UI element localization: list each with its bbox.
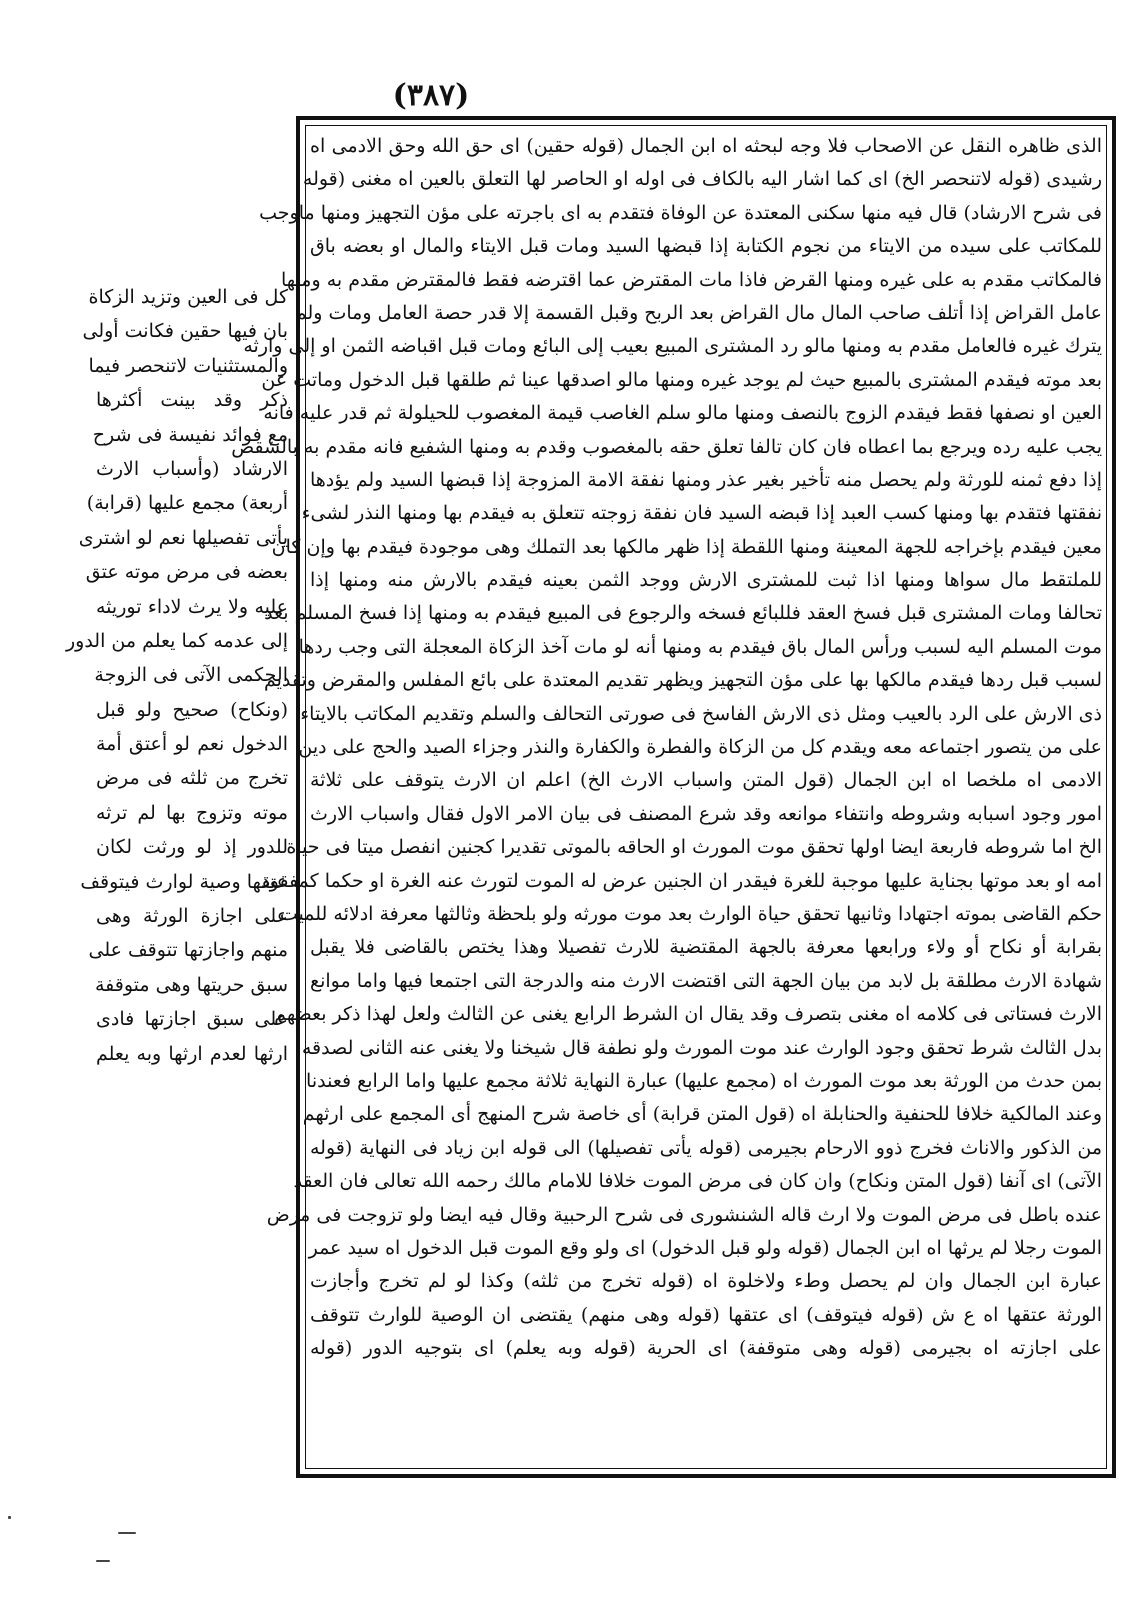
main-text-line: الورثة عتقها اه ع ش (قوله فيتوقف) اى عتقها (قوله وهى منهم) يقتضى ان الوصية للوارث تتوقف [310,1303,1102,1326]
main-text-line: الآتى) اى آنفا (قول المتن ونكاح) وان كان فى مرض الموت خلافا للامام مالك رحمه الله تعالى فان العقد [293,1170,1102,1193]
scan-artifact [96,1560,110,1562]
main-text-line: موت المسلم اليه لسبب ورأس المال باق فيقدم به ومنها أنه لو مات آخذ الزكاة المعجلة التى وجب ردها [298,635,1102,658]
main-text-line: شهادة الارث مطلقة بل لابد من بيان الجهة التى اقتضت الارث منه والدرجة التى اجتمعا فيها واما موانع [310,969,1102,992]
main-text-line: الارث فستاتى فى كلامه اه مغنى بتصرف وقد يقال ان الشرط الرابع يغنى عن الثالث ولعل لهذا ذكر بعضهم [274,1003,1102,1026]
margin-text-line: بعضه فى مرض موته عتق [85,561,288,584]
main-text-line: لسبب قبل ردها فيقدم مالكها بها على مؤن التجهيز ويظهر تقديم المعتدة على بائع المفلس والمقرض وتقديم [263,669,1102,692]
margin-text-line: على سبق اجازتها فادى [96,1008,288,1031]
margin-text-line: بان فيها حقين فكانت أولى [82,320,288,343]
main-text-line: الخ اما شروطه فاربعة ايضا اولها تحقق موت المورث او الحاقه بالموتى تقديرا كجنين انفصل ميتا فى حياة [286,836,1102,859]
margin-text-line: عتقها وصية لوارث فيتوقف [80,870,288,893]
main-text-line: حكم القاضى بموته اجتهادا وثانيها تحقق حياة الوارث بعد موت مورثه ولو بلحظة وثالثها معرفة ادلائه للميت [279,902,1102,925]
main-text-line: امه او بعد موتها بجناية عليها موجبة للغرة فيقدر ان الجنين عرض له الموت لتورث عنه الغرة او حكما كمفقود [261,869,1102,892]
margin-text-line: مع فوائد نفيسة فى شرح [92,423,288,446]
main-commentary-text [231,130,1102,1470]
main-text-line: بمن حدث من الورثة بعد موت المورث اه (مجمع عليها) عبارة النهاية ثلاثة مجمع عليها واما الرابع فعندنا [306,1069,1102,1092]
margin-text-line: موته وتزوج بها لم ترثه [96,801,288,824]
margin-text-line: تخرج من ثلثه فى مرض [96,767,288,790]
margin-text-line: الدخول نعم لو أعتق أمة [96,733,288,756]
margin-text-line: على اجازة الورثة وهى [96,905,288,928]
main-text-line: عنده باطل فى مرض الموت ولا ارث قاله الشنشورى فى شرح الرحبية وقال فيه ايضا ولو تزوجت فى مرض [266,1203,1102,1226]
margin-text-line: منهم واجازتها تتوقف على [88,939,288,962]
main-text-line: إذا دفع ثمنه للورثة ولم يحصل منه تأخير بغير عذر ومنها نفقة الامة المزوجة إذا قبضها السيد ولم يؤدها [310,468,1102,491]
margin-base-text [65,280,288,1065]
main-text-line: الذى ظاهره النقل عن الاصحاب فلا وجه لبحثه اه ابن الجمال (قوله حقين) اى حق الله وحق الادمى اه [310,135,1102,157]
main-text-line: الادمى اه ملخصا اه ابن الجمال (قول المتن واسباب الارث الخ) اعلم ان الارث يتوقف على ثلاثة [310,769,1102,792]
main-text-line: الموت رجلا لم يرثها اه ابن الجمال (قوله ولو قبل الدخول) اى ولو وقع الموت قبل الدخول اه سيد عمر [308,1236,1102,1259]
margin-text-line: كل فى العين وتزيد الزكاة [88,286,288,308]
margin-text-line: ذكر وقد بينت أكثرها [96,389,288,412]
scan-artifact [8,1516,11,1519]
main-text-line: على من يتصور اجتماعه معه ويقدم كل من الزكاة والفطرة والكفارة والنذر وجزاء الصيد والحج على دين [298,736,1102,759]
margin-text-line: أربعة) مجمع عليها (قرابة) [86,492,288,515]
main-text-line: بدل الثالث شرط تحقق وجود الوارث عند موت المورث ولو نطفة قال شيخنا ولا يغنى عنه الثانى لصدقه [301,1036,1102,1059]
main-text-line: للمكاتب على سيده من الايتاء من نجوم الكتابة إذا قبضها السيد ومات قبل الايتاء والمال او بعضه باق [310,235,1102,258]
main-text-line: ذى الارش على الرد بالعيب ومثل ذى الارش الفاسخ فى صورتى التحالف والسلم وتقديم المكاتب بالايتاء [300,702,1102,725]
margin-text-line: (ونكاح) صحيح ولو قبل [96,698,288,721]
main-text-line: فالمكاتب مقدم به على غيره ومنها القرض فاذا مات المقترض عما اقترضه فقط فالمقترض مقدم به ومنها [281,268,1102,291]
margin-text-line: إلى عدمه كما يعلم من الدور [65,629,288,652]
main-text-line: العين او نصفها فقط فيقدم الزوج بالنصف ومنها مالو سلم الغاصب قيمة المغصوب للحيلولة ثم قدر عليه فانه [263,402,1102,425]
main-text-line: رشيدى (قوله لاتنحصر الخ) اى كما اشار اليه بالكاف فى اوله او الحاصر لها التعلق بالعين اه مغنى (قوله [302,168,1102,191]
main-text-line: وعند المالكية خلافا للحنفية والحنابلة اه (قول المتن قرابة) أى خاصة شرح المنهج أى المجمع على ارثهم [302,1103,1102,1126]
margin-text-line: يأتى تفصيلها نعم لو اشترى [78,526,288,549]
main-text-line: معين فيقدم بإخراجه للجهة المعينة ومنها اللقطة إذا ظهر مالكها بعد التملك وهى موجودة فيقدم بها وإن كان [271,535,1102,558]
margin-text-line: الارشاد (وأسباب الارث [96,457,288,480]
main-text-line: بقرابة أو نكاح أو ولاء ورابعها معرفة بالجهة المقتضية للارث تفصيلا وهذا يختص بالقاضى فلا يقبل [310,936,1102,959]
main-text-line: امور وجود اسبابه وشروطه وانتفاء موانعه وقد شرع المصنف فى بيان الامر الاول فقال واسباب الارث [310,802,1102,825]
margin-text-line: الحكمى الآتى فى الزوجة [94,664,288,687]
main-text-line: نفقتها فتقدم بها ومنها كسب العبد إذا قبضه السيد فان نفقة زوجته تتعلق به فيقدم بها ومنها النذر لشىء [301,502,1102,525]
main-text-line: من الذكور والاناث فخرج ذوو الارحام بجيرمى (قوله يأتى تفصيلها) الى قوله ابن زياد فى النهاية (قوله [310,1136,1102,1159]
main-text-line: للملتقط مال سواها ومنها اذا ثبت للمشترى الارش ووجد الثمن بعينه فيقدم بالارش منه ومنها إذا [310,569,1102,592]
main-text-line: عبارة ابن الجمال وان لم يحصل وطء ولاخلوة اه (قوله تخرج من ثلثه) وكذا لو لم تخرج وأجازت [310,1270,1102,1293]
margin-text-line: عليه ولا يرث لاداء توريثه [96,595,288,618]
main-text-line: عامل القراض إذا أتلف صاحب المال مال القراض بعد الربح وقبل القسمة إلا قدر حصة العامل ومات ولم [294,301,1102,324]
margin-text-line: والمستثنيات لاتنحصر فيما [88,354,288,377]
main-text-line: فى شرح الارشاد) قال فيه منها سكنى المعتدة عن الوفاة فتقدم به اى باجرته على مؤن التجهيز ومنها ماوجب [259,201,1102,224]
main-text-line: بعد موته فيقدم المشترى بالمبيع حيث لم يوجد غيره ومنها مالو اصدقها عينا ثم طلقها قبل الدخول وماتت عن [261,368,1102,391]
margin-text-line: سبق حريتها وهى متوقفة [94,973,288,996]
main-text-line: تحالفا ومات المشترى قبل فسخ العقد فللبائع فسخه والرجوع فى المبيع فيقدم به ومنها إذا فسخ المسلم بعد [264,602,1102,625]
main-text-line: يجب عليه رده ويرجع بما اعطاه فان كان تالفا تعلق حقه بالمغصوب وقدم به ومنها الشفيع فانه مقدم به بالشقص [231,435,1102,458]
page-number: (٣٨٧) [392,78,470,113]
margin-text-line: للدور إذ لو ورثت لكان [96,836,288,859]
main-text-line: يترك غيره فالعامل مقدم به ومنها مالو رد المشترى المبيع بعيب إلى البائع ومات قبل اقباضه الثمن او إلى وارثه [243,335,1102,358]
main-text-line: على اجازته اه بجيرمى (قوله وهى متوقفة) اى الحرية (قوله وبه يعلم) اى بتوجيه الدور (قوله [310,1337,1102,1360]
margin-text-line: ارثها لعدم ارثها وبه يعلم [96,1042,288,1065]
scan-artifact [118,1532,136,1534]
